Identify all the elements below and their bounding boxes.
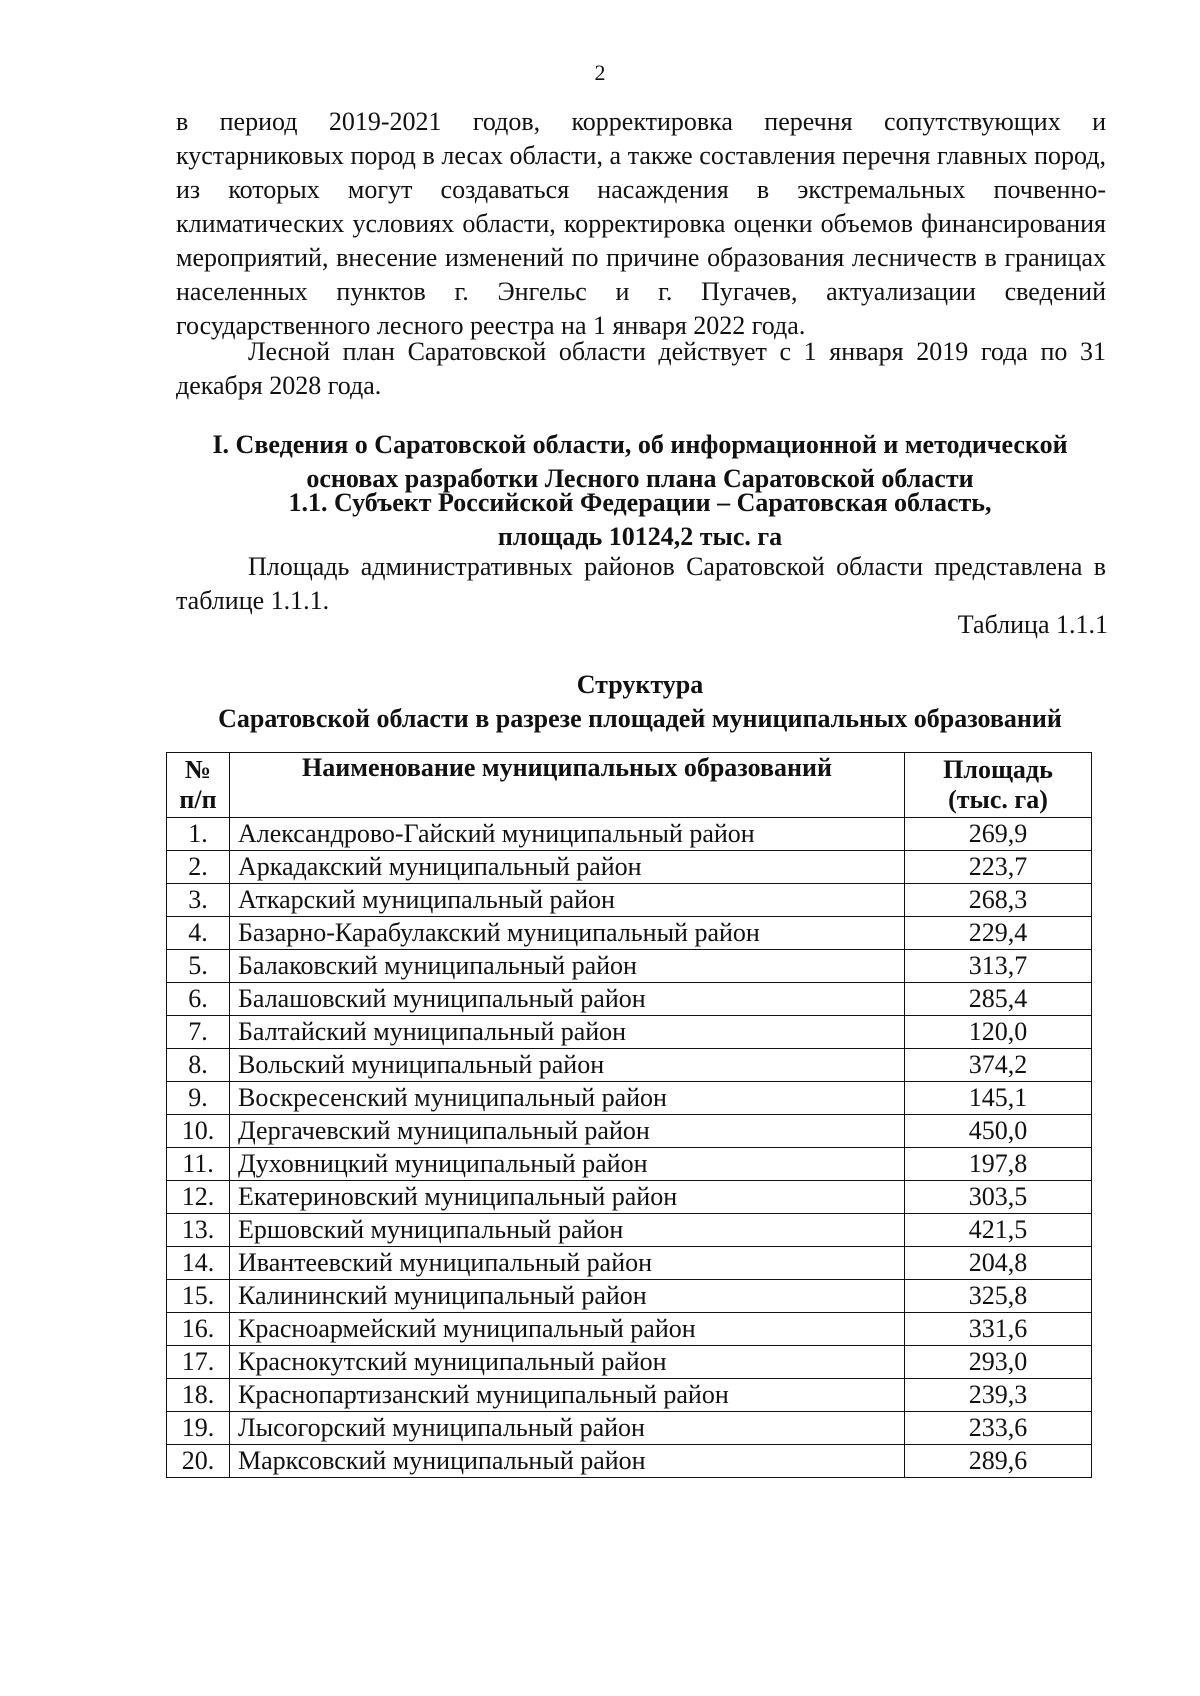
table-row	[167, 1148, 1092, 1181]
row-number: 12.	[167, 1181, 230, 1214]
row-number: 7.	[167, 1016, 230, 1049]
row-area: 293,0	[905, 1346, 1092, 1379]
table-row	[167, 884, 1092, 917]
row-name: Балаковский муниципальный район	[230, 950, 905, 983]
row-name: Александрово-Гайский муниципальный район	[230, 818, 905, 851]
header-number-line1: №	[184, 755, 212, 784]
row-name: Духовницкий муниципальный район	[230, 1148, 905, 1181]
table-row	[167, 818, 1092, 851]
row-name: Дергачевский муниципальный район	[230, 1115, 905, 1148]
row-number: 16.	[167, 1313, 230, 1346]
row-area: 303,5	[905, 1181, 1092, 1214]
row-area: 269,9	[905, 818, 1092, 851]
row-name: Красноармейский муниципальный район	[230, 1313, 905, 1346]
row-name: Базарно-Карабулакский муниципальный район	[230, 917, 905, 950]
section-title-line2: основах разработки Лесного плана Саратовской области	[306, 464, 974, 493]
table-caption-line2: Саратовской области в разрезе площадей муниципальных образований	[218, 704, 1062, 733]
header-number-line2: п/п	[179, 785, 217, 814]
row-area: 421,5	[905, 1214, 1092, 1247]
row-area: 374,2	[905, 1049, 1092, 1082]
table-header-row	[167, 753, 1092, 818]
row-number: 4.	[167, 917, 230, 950]
row-area: 239,3	[905, 1379, 1092, 1412]
row-name: Аркадакский муниципальный район	[230, 851, 905, 884]
intro-paragraph: в период 2019-2021 годов, корректировка перечня сопутствующих и кустарниковых пород в лесах области, а также составления перечня главных пород, из которых могут создаваться насаждения в экстремальных почвенно-климатических условиях области, корректировка оценки объемов финансирования мероприятий, внесение изменений по причине образования лесничеств в границах населенных пунктов г. Энгельс и г. Пугачев, актуализации сведений государственного лесного реестра на 1 января 2022 года.	[176, 107, 1106, 340]
table-row	[167, 950, 1092, 983]
row-name: Краснокутский муниципальный район	[230, 1346, 905, 1379]
row-number: 10.	[167, 1115, 230, 1148]
row-number: 3.	[167, 884, 230, 917]
table-row	[167, 1214, 1092, 1247]
row-number: 18.	[167, 1379, 230, 1412]
row-name: Ершовский муниципальный район	[230, 1214, 905, 1247]
row-area: 285,4	[905, 983, 1092, 1016]
header-area-line2: (тыс. га)	[948, 785, 1048, 814]
municipal-areas-table	[166, 752, 1092, 1478]
row-area: 120,0	[905, 1016, 1092, 1049]
row-area: 145,1	[905, 1082, 1092, 1115]
page-number: 2	[594, 60, 606, 85]
row-area: 450,0	[905, 1115, 1092, 1148]
row-number: 17.	[167, 1346, 230, 1379]
table-row	[167, 1247, 1092, 1280]
row-name: Ивантеевский муниципальный район	[230, 1247, 905, 1280]
row-number: 9.	[167, 1082, 230, 1115]
row-name: Вольский муниципальный район	[230, 1049, 905, 1082]
row-area: 223,7	[905, 851, 1092, 884]
row-area: 229,4	[905, 917, 1092, 950]
row-number: 15.	[167, 1280, 230, 1313]
table-row	[167, 983, 1092, 1016]
row-name: Лысогорский муниципальный район	[230, 1412, 905, 1445]
row-name: Краснопартизанский муниципальный район	[230, 1379, 905, 1412]
row-number: 5.	[167, 950, 230, 983]
header-area-line1: Площадь	[943, 755, 1053, 784]
table-caption-line1: Структура	[576, 670, 704, 699]
table-row	[167, 1346, 1092, 1379]
header-area	[905, 753, 1092, 818]
row-name: Екатериновский муниципальный район	[230, 1181, 905, 1214]
table-row	[167, 1082, 1092, 1115]
table-row	[167, 1412, 1092, 1445]
row-number: 14.	[167, 1247, 230, 1280]
subsection-title	[160, 486, 1120, 554]
row-number: 13.	[167, 1214, 230, 1247]
row-name: Балтайский муниципальный район	[230, 1016, 905, 1049]
section-title-line1: I. Сведения о Саратовской области, об информационной и методической	[212, 430, 1068, 459]
table-row	[167, 1049, 1092, 1082]
row-name: Марксовский муниципальный район	[230, 1445, 905, 1478]
row-number: 1.	[167, 818, 230, 851]
row-number: 19.	[167, 1412, 230, 1445]
row-number: 11.	[167, 1148, 230, 1181]
row-name: Калининский муниципальный район	[230, 1280, 905, 1313]
table-row	[167, 1115, 1092, 1148]
table-row	[167, 917, 1092, 950]
row-area: 313,7	[905, 950, 1092, 983]
table-label: Таблица 1.1.1	[957, 610, 1108, 639]
row-area: 268,3	[905, 884, 1092, 917]
table-caption	[160, 668, 1120, 736]
table-row	[167, 1016, 1092, 1049]
row-number: 20.	[167, 1445, 230, 1478]
row-area: 289,6	[905, 1445, 1092, 1478]
table-row	[167, 1379, 1092, 1412]
table-row	[167, 1313, 1092, 1346]
row-area: 325,8	[905, 1280, 1092, 1313]
table-row	[167, 1445, 1092, 1478]
row-area: 331,6	[905, 1313, 1092, 1346]
row-name: Аткарский муниципальный район	[230, 884, 905, 917]
table-row	[167, 1280, 1092, 1313]
row-area: 233,6	[905, 1412, 1092, 1445]
row-name: Воскресенский муниципальный район	[230, 1082, 905, 1115]
row-number: 6.	[167, 983, 230, 1016]
table-row	[167, 1181, 1092, 1214]
row-number: 8.	[167, 1049, 230, 1082]
subsection-title-line2: площадь 10124,2 тыс. га	[497, 522, 783, 551]
subsection-title-line1: 1.1. Субъект Российской Федерации – Саратовская область,	[288, 488, 992, 517]
row-number: 2.	[167, 851, 230, 884]
header-name: Наименование муниципальных образований	[230, 753, 905, 818]
row-area: 204,8	[905, 1247, 1092, 1280]
header-number	[167, 753, 230, 818]
validity-paragraph: Лесной план Саратовской области действует с 1 января 2019 года по 31 декабря 2028 года.	[176, 337, 1106, 400]
row-area: 197,8	[905, 1148, 1092, 1181]
table-row	[167, 851, 1092, 884]
table-reference-paragraph: Площадь административных районов Саратовской области представлена в таблице 1.1.1.	[176, 552, 1106, 615]
row-name: Балашовский муниципальный район	[230, 983, 905, 1016]
